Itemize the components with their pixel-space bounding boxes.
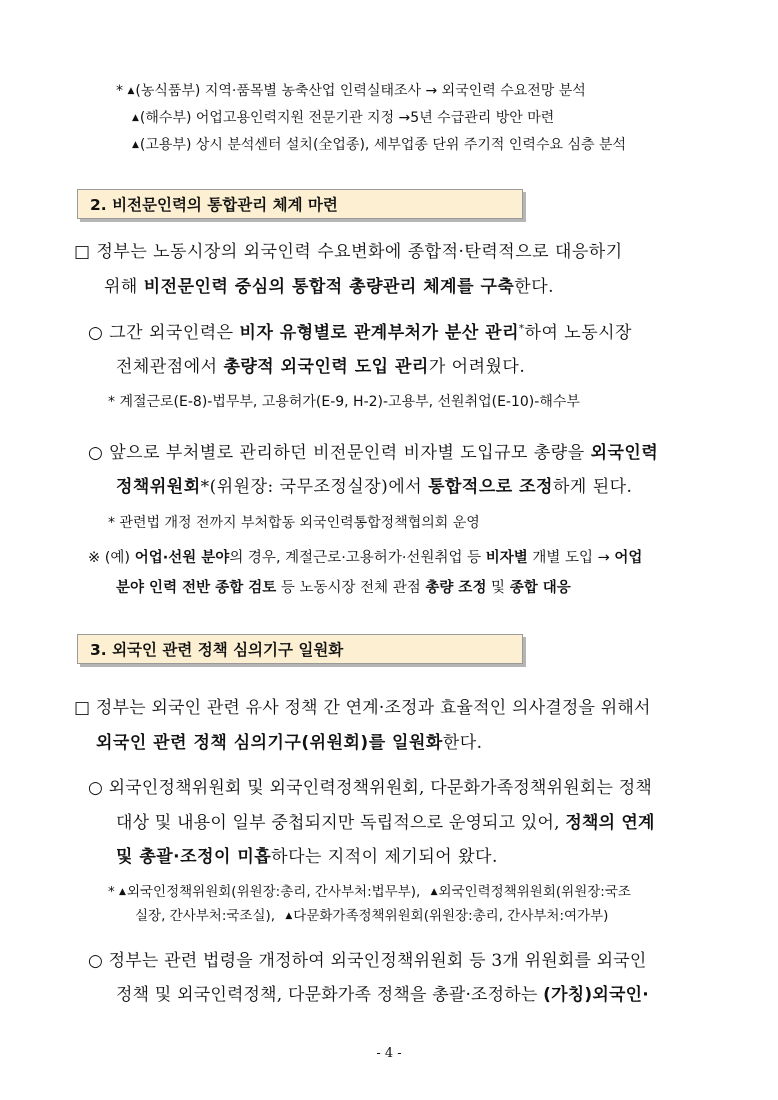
triangle-bullet-icon: ▲ [119,887,126,897]
section2-circle-paragraph2-line2: 정책위원회*(위원장: 국무조정실장)에서 통합적으로 조정하게 된다. [116,477,633,497]
section3-box-paragraph-line1: □ 정부는 외국인 관련 유사 정책 간 연계·조정과 효율적인 의사결정을 위해서 [74,698,651,718]
triangle-bullet-icon: ▲ [132,113,139,123]
note-fisheries: ▲(해수부) 어업고용인력지원 전문기관 지정 →5년 수급관리 방안 마련 [132,110,555,126]
section2-example-line2: 분야 인력 전반 종합 검토 등 노동시장 전체 관점 총량 조정 및 종합 대응 [116,580,571,596]
triangle-bullet-icon: ▲ [132,140,139,150]
section-heading-3: 3. 외국인 관련 정책 심의기구 일원화 [77,634,523,664]
circle-bullet: ○ [88,323,104,343]
triangle-bullet-icon: ▲ [127,86,135,96]
reference-mark: ※ [88,550,101,566]
section3-circle-paragraph2-line1: ○ 정부는 관련 법령을 개정하여 외국인정책위원회 등 3개 위원회를 외국인 [88,951,647,971]
section2-circle-paragraph1-line1: ○ 그간 외국인력은 비자 유형별로 관계부처가 분산 관리*하여 노동시장 [88,323,632,343]
section2-circle-paragraph2-line1: ○ 앞으로 부처별로 관리하던 비전문인력 비자별 도입규모 총량을 외국인력 [88,443,659,463]
section3-footnote-line2: 실장, 간사부처:국조실), ▲다문화가족정책위원회(위원장:총리, 간사부처:여가부) [135,908,609,924]
section2-example-line1: ※ (예) 어업·선원 분야의 경우, 계절근로·고용허가·선원취업 등 비자별 개별 도입 → 어업 [88,550,643,566]
section3-box-paragraph-line2: 외국인 관련 정책 심의기구(위원회)를 일원화한다. [96,733,483,753]
circle-bullet: ○ [88,778,104,798]
page-number: - 4 - [376,1046,402,1061]
section3-footnote-line1: * ▲외국인정책위원회(위원장:총리, 간사부처:법무부), ▲외국인력정책위원회(위원장:국조 [108,884,631,900]
triangle-bullet-icon: ▲ [285,911,293,921]
box-bullet: □ [74,698,91,718]
note-labor: ▲(고용부) 상시 분석센터 설치(全업종), 세부업종 단위 주기적 인력수요 심층 분석 [132,137,626,153]
section2-box-paragraph-line1: □ 정부는 노동시장의 외국인력 수요변화에 종합적·탄력적으로 대응하기 [74,242,623,262]
circle-bullet: ○ [88,951,104,971]
section3-circle-paragraph2-line2: 정책 및 외국인력정책, 다문화가족 정책을 총괄·조정하는 (가칭)외국인· [116,985,649,1005]
section2-footnote1: * 계절근로(E-8)-법무부, 고용허가(E-9, H-2)-고용부, 선원취업(E-10)-해수부 [108,394,580,410]
section3-circle-paragraph1-line2: 대상 및 내용이 일부 중첩되지만 독립적으로 운영되고 있어, 정책의 연계 [116,813,655,833]
circle-bullet: ○ [88,443,104,463]
section3-circle-paragraph1-line3: 및 총괄·조정이 미흡하다는 지적이 제기되어 왔다. [116,847,498,867]
section2-box-paragraph-line2: 위해 비전문인력 중심의 통합적 총량관리 체계를 구축한다. [104,277,555,297]
section3-circle-paragraph1-line1: ○ 외국인정책위원회 및 외국인력정책위원회, 다문화가족정책위원회는 정책 [88,778,652,798]
section-heading-2: 2. 비전문인력의 통합관리 체계 마련 [77,189,523,219]
section2-circle-paragraph1-line2: 전체관점에서 총량적 외국인력 도입 관리가 어려웠다. [116,357,526,377]
note-agriculture: * ▲(농식품부) 지역·품목별 농축산업 인력실태조사 → 외국인력 수요전망 분석 [116,83,586,99]
section2-footnote2: * 관련법 개정 전까지 부처합동 외국인력통합정책협의회 운영 [108,515,480,531]
triangle-bullet-icon: ▲ [430,887,438,897]
box-bullet: □ [74,242,91,262]
